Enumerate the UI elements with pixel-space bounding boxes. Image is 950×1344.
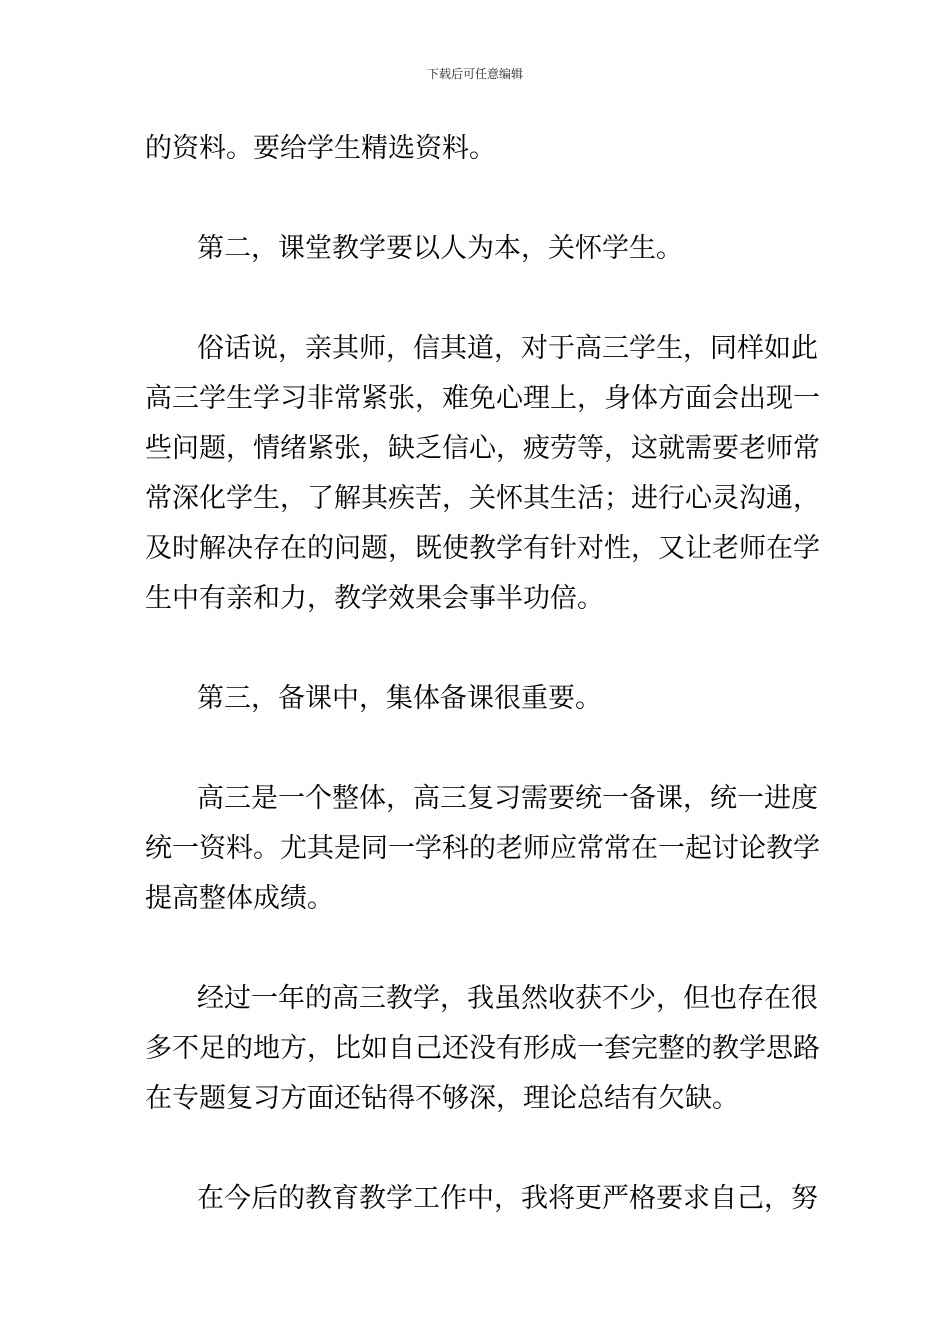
text-line: 在专题复习方面还钻得不够深，理论总结有欠缺。	[145, 1083, 739, 1114]
text-line: 第三，备课中，集体备课很重要。	[197, 683, 602, 714]
page-header: 下载后可任意编辑	[426, 67, 523, 81]
text-line: 些问题，情绪紧张，缺乏信心，疲劳等，这就需要老师常	[145, 433, 820, 464]
text-line: 第二，课堂教学要以人为本，关怀学生。	[197, 233, 683, 264]
text-line: 高三学生学习非常紧张，难免心理上，身体方面会出现一	[145, 383, 820, 414]
document-body	[145, 124, 820, 1274]
paragraph	[145, 124, 815, 174]
text-line: 统一资料。尤其是同一学科的老师应常常在一起讨论教学	[145, 833, 820, 864]
text-line: 常深化学生，了解其疾苦，关怀其生活；进行心灵沟通，	[145, 483, 820, 514]
text-line: 俗话说，亲其师，信其道，对于高三学生，同样如此	[197, 333, 818, 364]
paragraph	[145, 774, 820, 924]
text-line: 多不足的地方，比如自己还没有形成一套完整的教学思路	[145, 1033, 820, 1064]
paragraph	[145, 324, 820, 624]
text-line: 提高整体成绩。	[145, 883, 334, 914]
paragraph-heading	[145, 674, 815, 724]
paragraph	[145, 974, 820, 1124]
text-line: 在今后的教育教学工作中，我将更严格要求自己，努	[197, 1183, 818, 1214]
text-line: 生中有亲和力，教学效果会事半功倍。	[145, 583, 604, 614]
text-line: 经过一年的高三教学，我虽然收获不少，但也存在很	[197, 983, 818, 1014]
paragraph	[145, 1174, 818, 1224]
paragraph-heading	[145, 224, 815, 274]
text-line: 及时解决存在的问题，既使教学有针对性，又让老师在学	[145, 533, 820, 564]
text-line: 高三是一个整体，高三复习需要统一备课，统一进度	[197, 783, 818, 814]
text-line: 的资料。要给学生精选资料。	[145, 133, 496, 164]
